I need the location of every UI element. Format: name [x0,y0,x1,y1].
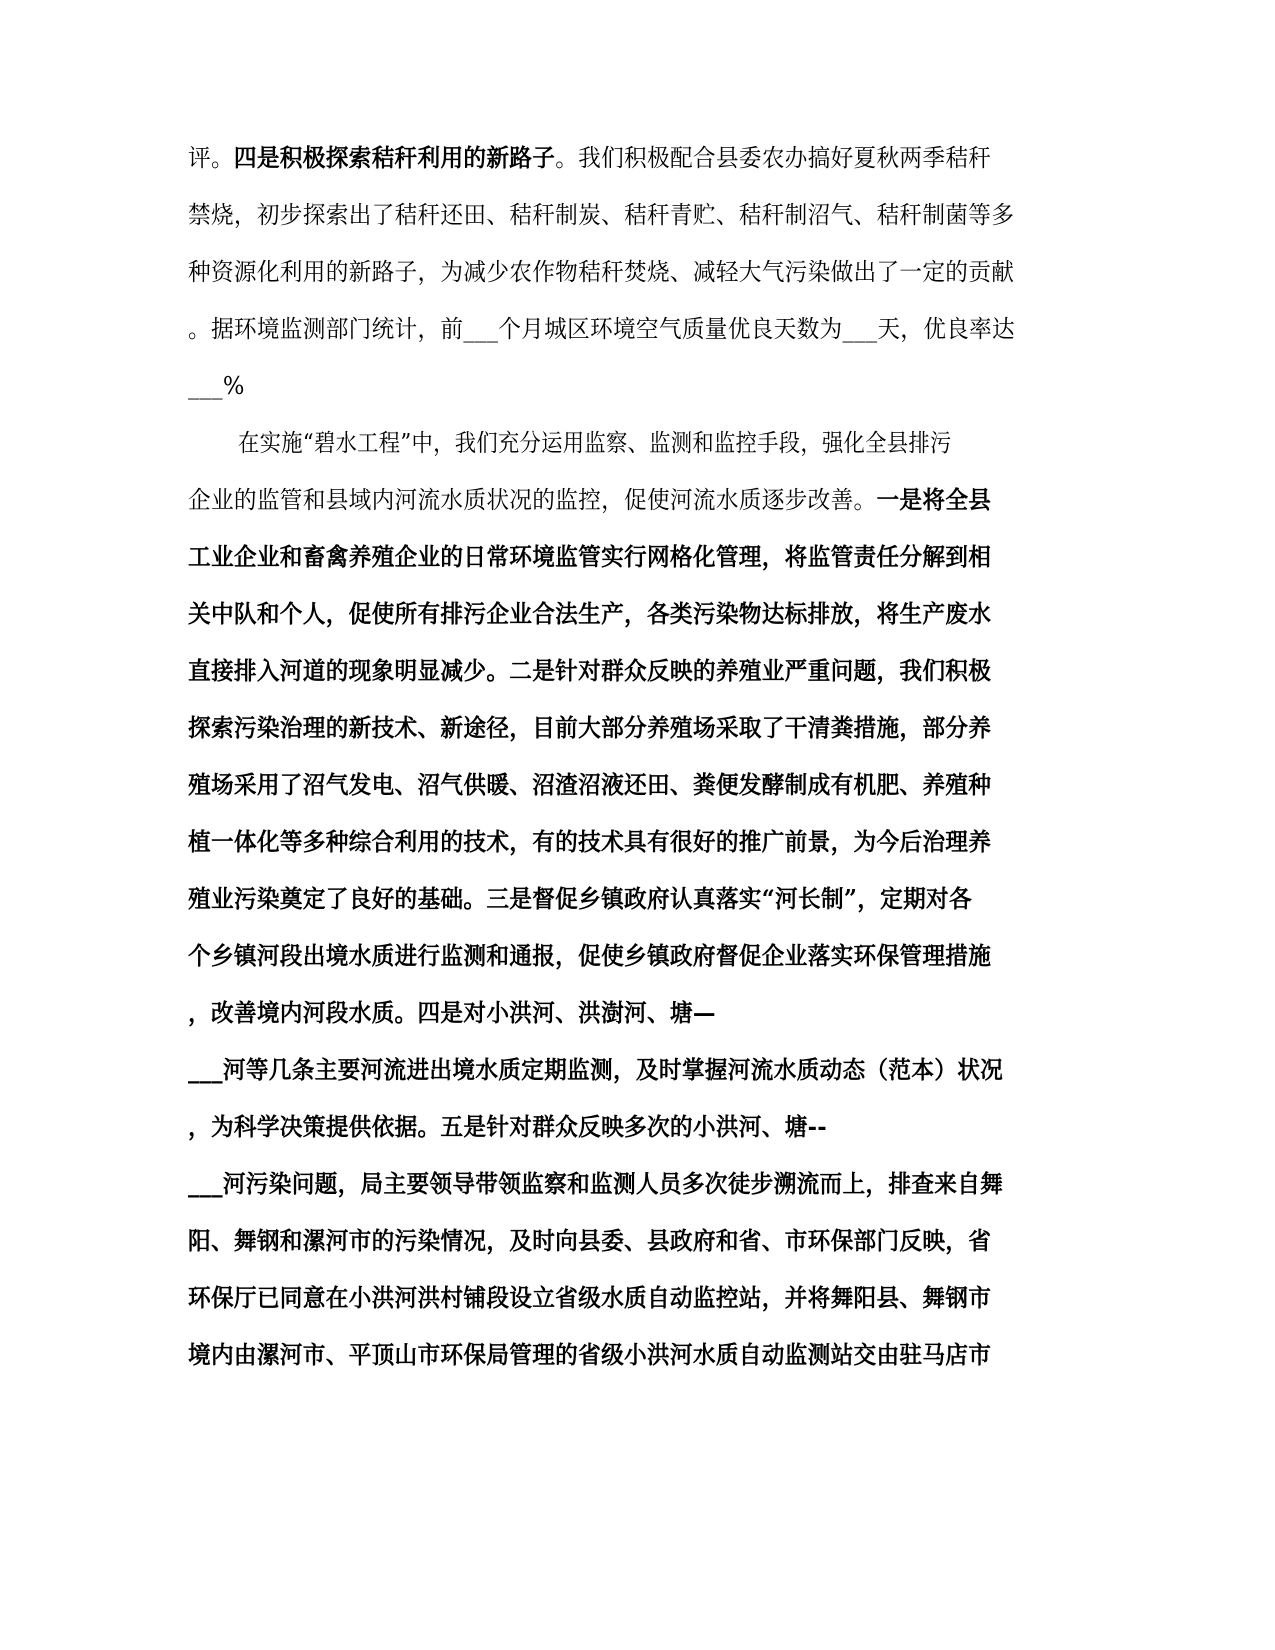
text-run: 。我们积极配合县委农办搞好夏秋两季秸秆 [555,144,992,172]
text-line [188,1111,1038,1143]
text-line [188,655,1038,687]
text-line [188,541,1038,573]
text-run-bold: ___河等几条主要河流进出境水质定期监测，及时掌握河流水质动态（范本）状况 [188,1055,1004,1084]
text-line [188,199,1038,231]
text-line [188,256,1038,288]
text-line [188,1282,1038,1314]
text-line [188,940,1038,972]
text-line [188,598,1038,630]
text-line [188,1168,1038,1200]
text-run-bold: 殖业污染奠定了良好的基础。三是督促乡镇政府认真落实“河长制”，定期对各 [188,884,972,913]
text-run-bold: 直接排入河道的现象明显减少。二是针对群众反映的养殖业严重问题，我们积极 [188,656,992,685]
text-run-bold: 阳、舞钢和漯河市的污染情况，及时向县委、县政府和省、市环保部门反映，省 [188,1226,992,1255]
text-line [188,769,1038,801]
text-run-bold: 四是积极探索秸秆利用的新路子 [233,143,556,172]
text-run-bold: 境内由漯河市、平顶山市环保局管理的省级小洪河水质自动监测站交由驻马店市 [188,1340,992,1369]
text-run: 。据环境监测部门统计，前___个月城区环境空气质量优良天数为___天，优良率达 [188,315,1016,343]
text-line [188,712,1038,744]
text-line [188,484,1038,516]
text-line [188,1339,1038,1371]
text-run-bold: 关中队和个人，促使所有排污企业合法生产，各类污染物达标排放，将生产废水 [188,599,992,628]
text-run: 企业的监管和县域内河流水质状况的监控，促使河流水质逐步改善。 [188,486,877,514]
text-run-bold: 一是将全县 [876,485,992,514]
text-line [188,370,1038,402]
text-run-bold: ，改善境内河段水质。四是对小洪河、洪澍河、塘— [188,998,716,1027]
text-run: 在实施“碧水工程”中，我们充分运用监察、监测和监控手段，强化全县排污 [238,429,952,457]
text-run: 评。 [188,144,234,172]
text-line [188,997,1038,1029]
paragraph-first-line [238,427,1038,459]
text-run-bold: ，为科学决策提供依据。五是针对群众反映多次的小洪河、塘-- [188,1112,828,1141]
text-run: ___% [188,372,245,400]
text-run-bold: 探索污染治理的新技术、新途径，目前大部分养殖场采取了干清粪措施，部分养 [188,713,992,742]
text-line [188,1225,1038,1257]
text-line [188,826,1038,858]
text-line [188,142,1038,174]
text-line [188,313,1038,345]
text-run-bold: 个乡镇河段出境水质进行监测和通报，促使乡镇政府督促企业落实环保管理措施 [188,941,992,970]
text-run-bold: ___河污染问题，局主要领导带领监察和监测人员多次徒步溯流而上，排查来自舞 [188,1169,1004,1198]
text-line [188,1054,1038,1086]
text-run: 种资源化利用的新路子，为减少农作物秸秆焚烧、减轻大气污染做出了一定的贡献 [188,258,1015,286]
text-line [188,883,1038,915]
text-run-bold: 环保厅已同意在小洪河洪村铺段设立省级水质自动监控站，并将舞阳县、舞钢市 [188,1283,992,1312]
text-run-bold: 植一体化等多种综合利用的技术，有的技术具有很好的推广前景，为今后治理养 [188,827,992,856]
text-run: 禁烧，初步探索出了秸秆还田、秸秆制炭、秸秆青贮、秸秆制沼气、秸秆制菌等多 [188,201,1015,229]
text-run-bold: 工业企业和畜禽养殖企业的日常环境监管实行网格化管理，将监管责任分解到相 [188,542,992,571]
text-run-bold: 殖场采用了沼气发电、沼气供暖、沼渣沼液还田、粪便发酵制成有机肥、养殖种 [188,770,992,799]
